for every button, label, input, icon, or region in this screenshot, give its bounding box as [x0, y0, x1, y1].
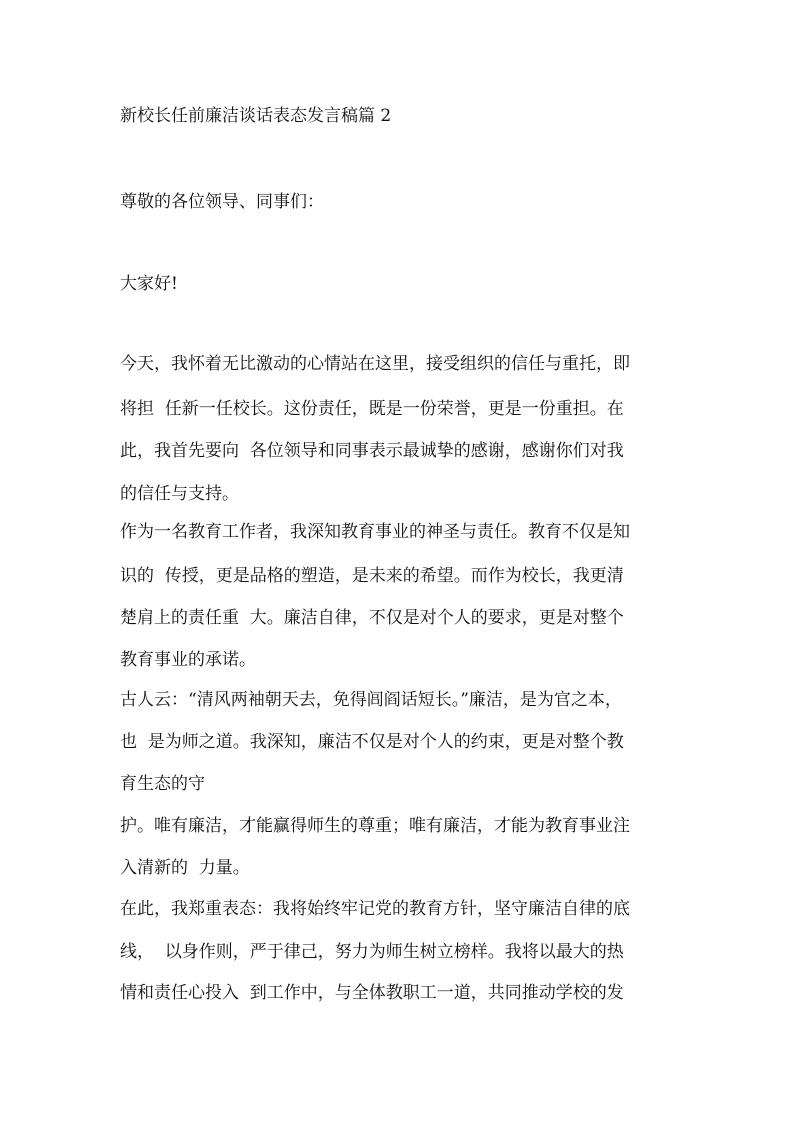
- salutation: 尊敬的各位领导、同事们：: [120, 192, 324, 212]
- paragraph-line: 今天，我怀着无比激动的心情站在这里，接受组织的信任与重托，即: [120, 354, 630, 374]
- greeting: 大家好!: [120, 274, 178, 294]
- document-title: 新校长任前廉洁谈话表态发言稿篇 2: [120, 106, 392, 126]
- paragraph-line: 楚肩上的责任重 大。廉洁自律，不仅是对个人的要求，更是对整个: [120, 608, 624, 628]
- paragraph-line: 入清新的 力量。: [120, 858, 250, 878]
- paragraph-line: 护。唯有廉洁，才能赢得师生的尊重；唯有廉洁，才能为教育事业注: [120, 816, 630, 836]
- paragraph-line: 线， 以身作则，严于律己，努力为师生树立榜样。我将以最大的热: [120, 942, 624, 962]
- paragraph-line: 教育事业的承诺。: [120, 650, 256, 670]
- paragraph-line: 育生态的守: [120, 774, 205, 794]
- paragraph-line: 作为一名教育工作者，我深知教育事业的神圣与责任。教育不仅是知: [120, 522, 630, 542]
- paragraph-line: 在此，我郑重表态：我将始终牢记党的教育方针，坚守廉洁自律的底: [120, 899, 630, 919]
- paragraph-line: 此，我首先要向 各位领导和同事表示最诚挚的感谢，感谢你们对我: [120, 441, 624, 461]
- paragraph-line: 的信任与支持。: [120, 484, 239, 504]
- paragraph-line: 识的 传授，更是品格的塑造，是未来的希望。而作为校长，我更清: [120, 566, 624, 586]
- paragraph-line: 将担 任新一任校长。这份责任，既是一份荣誉，更是一份重担。在: [120, 399, 624, 419]
- paragraph-line: 情和责任心投入 到工作中，与全体教职工一道，共同推动学校的发: [120, 983, 624, 1003]
- paragraph-line: 古人云：“清风两袖朝天去，免得闾阎话短长。”廉洁，是为官之本，: [120, 690, 622, 710]
- paragraph-line: 也 是为师之道。我深知，廉洁不仅是对个人的约束，更是对整个教: [120, 732, 624, 752]
